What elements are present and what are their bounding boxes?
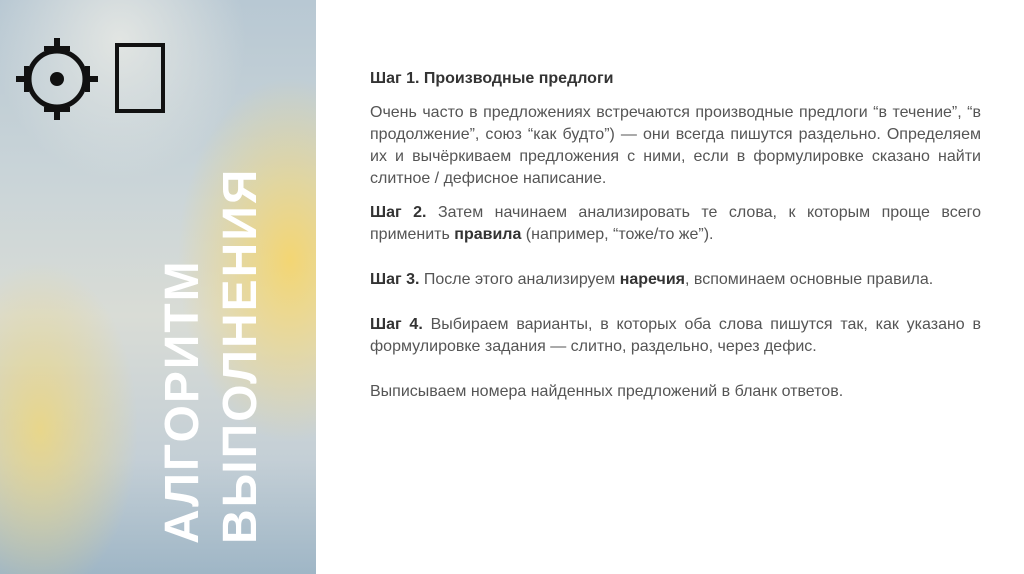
final-text: Выписываем номера найденных предложений в бланк ответов. bbox=[370, 383, 844, 400]
step3-text-b: , вспоминаем основные правила. bbox=[685, 271, 934, 288]
step4-label: Шаг 4. bbox=[370, 316, 423, 333]
step3-label: Шаг 3. bbox=[370, 271, 420, 288]
title-line-2: ВЫПОЛНЕНИЯ bbox=[214, 167, 267, 544]
title-line-1: АЛГОРИТМ bbox=[156, 259, 209, 544]
step2-label: Шаг 2. bbox=[370, 204, 427, 221]
gear-icon bbox=[14, 36, 100, 122]
step3-bold: наречия bbox=[619, 271, 686, 288]
step2-paragraph bbox=[370, 202, 981, 246]
step2-text-b: (например, “тоже/то же”). bbox=[521, 226, 714, 243]
box-icon bbox=[115, 43, 165, 113]
step2-text-a: Затем начинаем анализировать те слова, к которым проще всего применить bbox=[370, 204, 981, 243]
side-panel bbox=[0, 0, 316, 574]
step4-text: Выбираем варианты, в которых оба слова пишутся так, как указано в формулировке задания — слитно, раздельно, через дефис. bbox=[370, 316, 981, 355]
step4-paragraph bbox=[370, 314, 981, 358]
step3-paragraph bbox=[370, 269, 981, 291]
step1-heading: Шаг 1. Производные предлоги bbox=[370, 70, 614, 87]
step1-text: Очень часто в предложениях встречаются производные предлоги “в течение”, “в продолжение”, союз “как будто”) — они всегда пишутся раздельно. Определяем их и вычёркиваем предложения с ними, если в формулировке сказано найти слитное / дефисное написание. bbox=[370, 104, 981, 187]
content-area bbox=[370, 68, 981, 403]
step2-bold: правила bbox=[454, 226, 522, 243]
step3-text-a: После этого анализируем bbox=[419, 271, 620, 288]
vertical-title bbox=[154, 168, 270, 544]
